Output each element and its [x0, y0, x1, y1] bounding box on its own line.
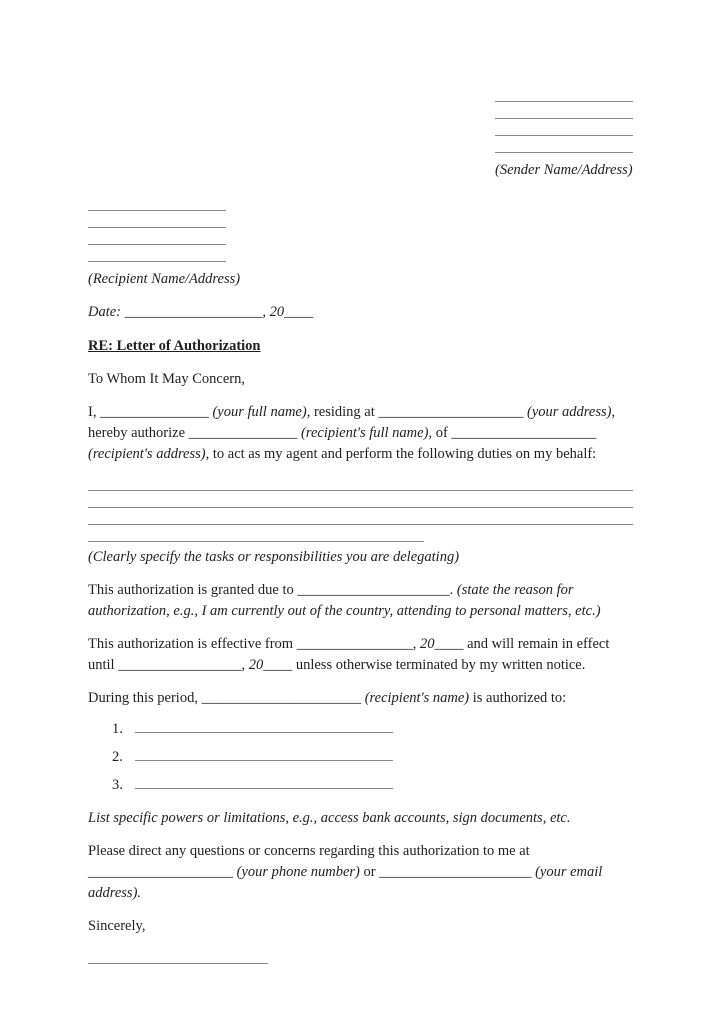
text-segment: (recipient's address)	[88, 446, 206, 462]
duties-note: (Clearly specify the tasks or responsibilities you are delegating)	[88, 549, 460, 565]
period-paragraph	[88, 688, 633, 709]
text-segment: I, _______________	[88, 404, 213, 420]
text-segment: , residing at ____________________	[306, 404, 528, 420]
text-segment: , to act as my agent and perform the following duties on my behalf:	[205, 446, 597, 462]
blank-line	[495, 102, 633, 119]
contact-paragraph	[88, 841, 633, 904]
text-segment: (state the reason for authorization, e.g., I am currently out of the country, attending to personal matters, etc.)	[88, 582, 601, 619]
list-item	[112, 775, 633, 796]
recipient-label: (Recipient Name/Address)	[88, 271, 241, 287]
text-segment: ____ unless otherwise terminated by my written notice.	[263, 657, 586, 673]
blank-line	[88, 491, 633, 508]
recipient-address-lines	[88, 194, 226, 262]
list-item-number: 2.	[112, 749, 123, 765]
text-segment: This authorization is effective from ________________,	[88, 636, 420, 652]
blank-line	[88, 211, 226, 228]
blank-line	[88, 194, 226, 211]
text-segment: is authorized to:	[469, 690, 567, 706]
list-item-number: 1.	[112, 721, 123, 737]
list-item-line	[135, 776, 393, 789]
text-segment: This authorization is granted due to _____________________.	[88, 582, 457, 598]
list-item-line	[135, 748, 393, 761]
list-item-number: 3.	[112, 777, 123, 793]
blank-line	[88, 508, 633, 525]
blank-line	[495, 119, 633, 136]
text-segment: 20	[248, 657, 264, 673]
duties-full-lines	[88, 474, 633, 525]
blank-line	[88, 228, 226, 245]
text-segment: , of ____________________	[428, 425, 597, 441]
sender-address-lines	[495, 85, 633, 153]
text-segment: (recipient's name)	[364, 690, 470, 706]
closing: Sincerely,	[88, 918, 146, 934]
text-segment: or _____________________	[359, 864, 536, 880]
authorized-list	[112, 719, 633, 796]
text-segment: During this period, ______________________	[88, 690, 365, 706]
blank-line	[88, 245, 226, 262]
text-segment: (your phone number)	[236, 864, 360, 880]
reason-paragraph	[88, 580, 633, 622]
blank-line	[495, 85, 633, 102]
text-segment: (your full name)	[212, 404, 307, 420]
text-segment: (recipient's full name)	[301, 425, 429, 441]
list-item	[112, 719, 633, 740]
duties-short-line	[88, 525, 424, 542]
text-segment: Please direct any questions or concerns regarding this authorization to me at ____________________	[88, 843, 530, 880]
effective-paragraph	[88, 634, 633, 676]
signature-line	[88, 949, 268, 964]
sender-address-block	[495, 85, 633, 181]
recipient-address-block	[88, 194, 241, 290]
text-segment: ____ and will remain in effect until _________________,	[88, 636, 610, 673]
list-item	[112, 747, 633, 768]
blank-line	[495, 136, 633, 153]
salutation: To Whom It May Concern,	[88, 371, 245, 387]
text-segment: , hereby authorize _______________	[88, 404, 616, 441]
text-segment: 20	[419, 636, 435, 652]
text-segment: (your email address).	[88, 864, 603, 901]
intro-paragraph	[88, 402, 633, 465]
date-line: Date: ___________________, 20____	[88, 304, 314, 320]
list-item-line	[135, 720, 393, 733]
blank-line	[88, 474, 633, 491]
text-segment: (your address)	[527, 404, 612, 420]
sender-label: (Sender Name/Address)	[495, 162, 633, 178]
duties-fill-lines	[88, 474, 633, 542]
powers-note: List specific powers or limitations, e.g., access bank accounts, sign documents, etc.	[88, 810, 571, 826]
letter-content	[88, 0, 633, 964]
subject-line: RE: Letter of Authorization	[88, 338, 261, 354]
